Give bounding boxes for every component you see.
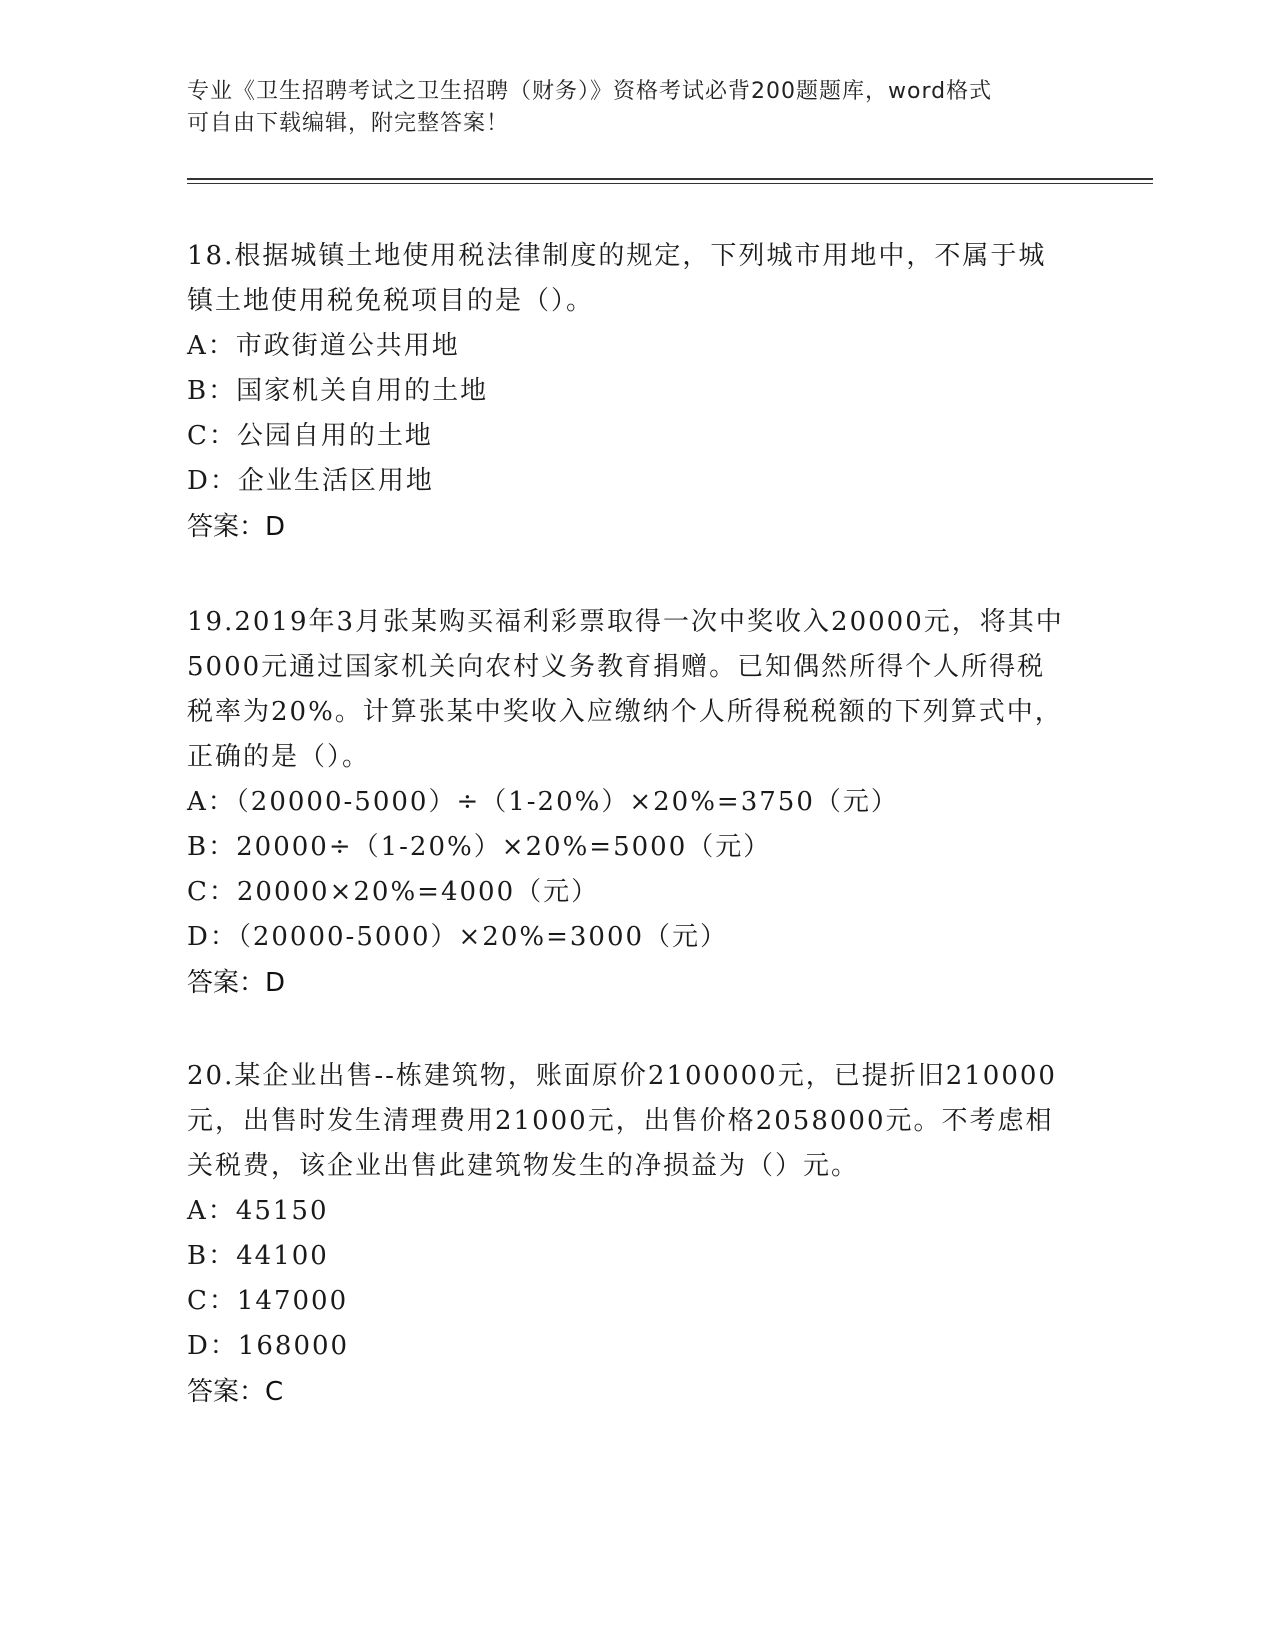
answer: 答案：D bbox=[187, 968, 286, 998]
header-divider-thick bbox=[187, 178, 1153, 180]
header-line-1: 专业《卫生招聘考试之卫生招聘（财务）》资格考试必背200题题库，word格式 bbox=[187, 79, 993, 104]
option-d: D：168000 bbox=[187, 1331, 350, 1361]
option-c: C：公园自用的土地 bbox=[187, 421, 433, 451]
question-stem-line: 税率为20%。计算张某中奖收入应缴纳个人所得税税额的下列算式中， bbox=[187, 697, 1063, 727]
option-a: A：45150 bbox=[187, 1196, 329, 1226]
question-19 bbox=[187, 600, 1087, 1006]
question-stem-line: 关税费，该企业出售此建筑物发生的净损益为（）元。 bbox=[187, 1151, 860, 1181]
document-header bbox=[187, 76, 1067, 140]
question-stem-line: 镇土地使用税免税项目的是（）。 bbox=[187, 286, 595, 316]
option-b: B：20000÷（1-20%）×20%=5000（元） bbox=[187, 832, 772, 862]
header-divider-thin bbox=[187, 183, 1153, 184]
question-stem-line: 5000元通过国家机关向农村义务教育捐赠。已知偶然所得个人所得税 bbox=[187, 652, 1046, 682]
option-a: A：（20000-5000）÷（1-20%）×20%=3750（元） bbox=[187, 787, 899, 817]
option-c: C：147000 bbox=[187, 1286, 349, 1316]
question-stem-line: 元，出售时发生清理费用21000元，出售价格2058000元。不考虑相 bbox=[187, 1106, 1054, 1136]
question-18 bbox=[187, 234, 1087, 550]
option-d: D：（20000-5000）×20%=3000（元） bbox=[187, 922, 729, 952]
header-line-2: 可自由下载编辑，附完整答案！ bbox=[187, 111, 510, 136]
option-b: B：44100 bbox=[187, 1241, 329, 1271]
question-stem-line: 19.2019年3月张某购买福利彩票取得一次中奖收入20000元，将其中 bbox=[187, 607, 1064, 637]
answer: 答案：D bbox=[187, 512, 286, 542]
option-c: C：20000×20%=4000（元） bbox=[187, 877, 600, 907]
option-d: D：企业生活区用地 bbox=[187, 466, 434, 496]
question-20 bbox=[187, 1054, 1087, 1415]
question-stem-line: 正确的是（）。 bbox=[187, 742, 371, 772]
option-b: B：国家机关自用的土地 bbox=[187, 376, 489, 406]
question-stem-line: 20.某企业出售--栋建筑物，账面原价2100000元，已提折旧210000 bbox=[187, 1061, 1057, 1091]
option-a: A：市政街道公共用地 bbox=[187, 331, 460, 361]
answer: 答案：C bbox=[187, 1377, 284, 1407]
question-stem-line: 18.根据城镇土地使用税法律制度的规定，下列城市用地中，不属于城 bbox=[187, 241, 1047, 271]
